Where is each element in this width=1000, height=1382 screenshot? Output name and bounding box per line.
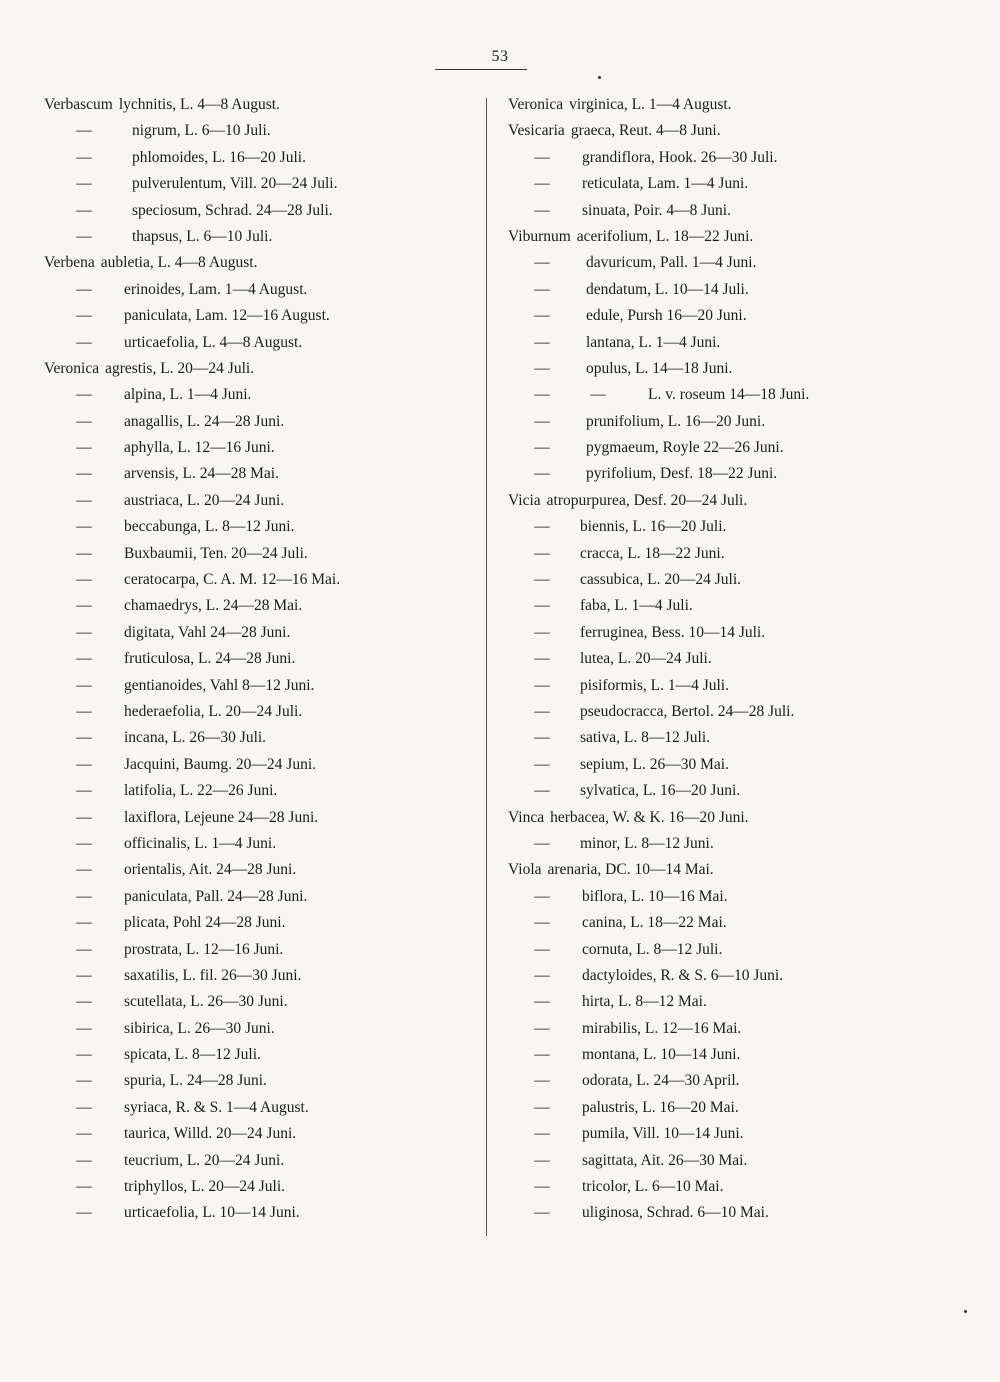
species-text: officinalis, L. 1—4 Juni. — [124, 834, 277, 852]
ditto-dash: — — [76, 307, 92, 325]
ditto-dash: — — [534, 1125, 550, 1143]
species-text: ceratocarpa, C. A. M. 12—16 Mai. — [124, 571, 341, 589]
ditto-dash: — — [534, 1019, 550, 1037]
ditto-dash: — — [534, 518, 550, 536]
ditto-dash: — — [534, 1178, 550, 1196]
species-text: pseudocracca, Bertol. 24—28 Juli. — [580, 702, 795, 720]
ditto-dash: — — [534, 280, 550, 298]
species-text: spuria, L. 24—28 Juni. — [124, 1072, 267, 1090]
species-entry — [508, 752, 978, 778]
ditto-dash: — — [534, 702, 550, 720]
ditto-dash: — — [76, 518, 92, 536]
species-text: spicata, L. 8—12 Juli. — [124, 1046, 261, 1064]
species-entry — [44, 1016, 474, 1042]
species-entry — [508, 277, 978, 303]
species-entry — [44, 145, 474, 171]
species-entry — [44, 937, 474, 963]
species-entry — [508, 989, 978, 1015]
species-entry — [508, 1200, 978, 1226]
species-entry — [508, 92, 978, 118]
species-entry — [44, 198, 474, 224]
ditto-dash: — — [534, 254, 550, 272]
ditto-dash: — — [534, 1151, 550, 1169]
species-entry — [44, 620, 474, 646]
species-text: canina, L. 18—22 Mai. — [582, 914, 727, 932]
ditto-dash: — — [76, 808, 92, 826]
genus-name: Veronica — [44, 359, 100, 377]
species-text: austriaca, L. 20—24 Juni. — [124, 491, 285, 509]
species-entry — [44, 646, 474, 672]
species-entry — [44, 435, 474, 461]
species-text: agrestis, L. 20—24 Juli. — [105, 359, 255, 377]
species-text: reticulata, Lam. 1—4 Juni. — [582, 175, 749, 193]
species-text: mirabilis, L. 12—16 Mai. — [582, 1019, 742, 1037]
species-text: minor, L. 8—12 Juni. — [580, 834, 714, 852]
ditto-dash: — — [534, 597, 550, 615]
ditto-dash: — — [534, 201, 550, 219]
ditto-dash: — — [534, 386, 550, 404]
ditto-dash: — — [534, 175, 550, 193]
ditto-dash: — — [76, 491, 92, 509]
species-entry — [508, 963, 978, 989]
species-text: speciosum, Schrad. 24—28 Juli. — [132, 201, 333, 219]
species-entry — [44, 567, 474, 593]
species-text: biflora, L. 10—16 Mai. — [582, 887, 728, 905]
ditto-dash: — — [76, 914, 92, 932]
species-entry — [44, 1148, 474, 1174]
ditto-dash: — — [534, 333, 550, 351]
ditto-dash: — — [534, 412, 550, 430]
species-entry — [508, 250, 978, 276]
ditto-dash: — — [76, 386, 92, 404]
species-entry — [508, 567, 978, 593]
ditto-dash: — — [534, 544, 550, 562]
species-text: acerifolium, L. 18—22 Juni. — [576, 227, 754, 245]
species-text: sagittata, Ait. 26—30 Mai. — [582, 1151, 748, 1169]
ditto-dash: — — [76, 755, 92, 773]
right-column — [508, 92, 978, 1227]
page-number: 53 — [491, 48, 509, 65]
ditto-dash: — — [76, 1151, 92, 1169]
ditto-dash: — — [534, 1204, 550, 1222]
species-text: latifolia, L. 22—26 Juni. — [124, 782, 278, 800]
species-entry — [44, 92, 474, 118]
species-entry — [44, 910, 474, 936]
species-entry — [44, 593, 474, 619]
species-text: plicata, Pohl 24—28 Juni. — [124, 914, 286, 932]
species-text: pulverulentum, Vill. 20—24 Juli. — [132, 175, 338, 193]
ditto-dash: — — [534, 887, 550, 905]
species-text: sepium, L. 26—30 Mai. — [580, 755, 729, 773]
ditto-dash: — — [76, 597, 92, 615]
species-text: opulus, L. 14—18 Juni. — [586, 359, 733, 377]
header-rule — [435, 69, 527, 70]
species-text: saxatilis, L. fil. 26—30 Juni. — [124, 966, 302, 984]
ditto-dash: — — [534, 307, 550, 325]
species-text: orientalis, Ait. 24—28 Juni. — [124, 861, 297, 879]
species-text: davuricum, Pall. 1—4 Juni. — [586, 254, 757, 272]
species-entry — [508, 461, 978, 487]
species-text: urticaefolia, L. 4—8 August. — [124, 333, 303, 351]
ditto-dash: — — [534, 650, 550, 668]
species-entry — [508, 673, 978, 699]
species-entry — [44, 699, 474, 725]
species-text: uliginosa, Schrad. 6—10 Mai. — [582, 1204, 769, 1222]
ditto-dash: — — [76, 887, 92, 905]
ditto-dash: — — [534, 148, 550, 166]
ditto-dash: — — [76, 1046, 92, 1064]
species-entry — [508, 1121, 978, 1147]
species-entry — [44, 118, 474, 144]
species-entry — [44, 356, 474, 382]
species-entry — [44, 989, 474, 1015]
species-entry — [44, 488, 474, 514]
species-text: lychnitis, L. 4—8 August. — [118, 96, 280, 113]
species-text: atropurpurea, Desf. 20—24 Juli. — [546, 491, 748, 509]
species-entry — [44, 857, 474, 883]
ditto-dash: — — [76, 1019, 92, 1037]
species-text: faba, L. 1—4 Juli. — [580, 597, 693, 615]
species-entry — [44, 778, 474, 804]
species-entry — [44, 541, 474, 567]
species-text: dendatum, L. 10—14 Juli. — [586, 280, 749, 298]
species-text: sativa, L. 8—12 Juli. — [580, 729, 711, 747]
species-entry — [44, 831, 474, 857]
species-text: dactyloides, R. & S. 6—10 Juni. — [582, 966, 784, 984]
species-text: L. v. roseum 14—18 Juni. — [648, 386, 810, 404]
species-entry — [508, 118, 978, 144]
ditto-dash: — — [76, 439, 92, 457]
species-entry — [508, 1095, 978, 1121]
species-entry — [44, 1095, 474, 1121]
species-text: urticaefolia, L. 10—14 Juni. — [124, 1204, 300, 1222]
ditto-dash: — — [76, 122, 92, 140]
species-entry — [44, 330, 474, 356]
species-entry — [44, 382, 474, 408]
species-entry — [44, 805, 474, 831]
ditto-dash: — — [590, 386, 606, 404]
species-entry — [44, 1042, 474, 1068]
species-entry — [508, 593, 978, 619]
ditto-dash: — — [534, 729, 550, 747]
ditto-dash: — — [534, 676, 550, 694]
species-entry — [44, 963, 474, 989]
species-text: Buxbaumii, Ten. 20—24 Juli. — [124, 544, 308, 562]
ditto-dash: — — [76, 227, 92, 245]
genus-name: Verbascum — [44, 96, 113, 113]
species-text: grandiflora, Hook. 26—30 Juli. — [582, 148, 778, 166]
ditto-dash: — — [76, 861, 92, 879]
ditto-dash: — — [534, 914, 550, 932]
ditto-dash: — — [534, 966, 550, 984]
ditto-dash: — — [76, 940, 92, 958]
column-divider — [486, 98, 487, 1236]
left-column — [44, 92, 474, 1227]
ditto-dash: — — [76, 175, 92, 193]
ditto-dash: — — [76, 834, 92, 852]
genus-name: Vicia — [508, 491, 541, 509]
species-text: digitata, Vahl 24—28 Juni. — [124, 623, 291, 641]
species-text: phlomoides, L. 16—20 Juli. — [132, 148, 306, 166]
species-text: ferruginea, Bess. 10—14 Juli. — [580, 623, 766, 641]
species-entry — [508, 1068, 978, 1094]
species-entry — [44, 224, 474, 250]
ditto-dash: — — [76, 729, 92, 747]
species-entry — [44, 752, 474, 778]
species-entry — [508, 778, 978, 804]
print-speck — [598, 76, 601, 79]
species-entry — [508, 884, 978, 910]
genus-name: Viburnum — [508, 227, 571, 245]
print-speck — [964, 1310, 967, 1313]
species-text: arvensis, L. 24—28 Mai. — [124, 465, 279, 483]
species-text: montana, L. 10—14 Juni. — [582, 1046, 741, 1064]
species-entry — [508, 937, 978, 963]
species-text: edule, Pursh 16—20 Juni. — [586, 307, 747, 325]
species-text: pyrifolium, Desf. 18—22 Juni. — [586, 465, 778, 483]
ditto-dash: — — [76, 280, 92, 298]
genus-name: Viola — [508, 861, 542, 879]
species-text: pygmaeum, Royle 22—26 Juni. — [586, 439, 784, 457]
species-text: palustris, L. 16—20 Mai. — [582, 1098, 739, 1116]
ditto-dash: — — [534, 940, 550, 958]
ditto-dash: — — [534, 782, 550, 800]
species-text: pumila, Vill. 10—14 Juni. — [582, 1125, 744, 1143]
species-text: teucrium, L. 20—24 Juni. — [124, 1151, 285, 1169]
ditto-dash: — — [76, 1125, 92, 1143]
species-text: hirta, L. 8—12 Mai. — [582, 993, 707, 1011]
species-text: lantana, L. 1—4 Juni. — [586, 333, 721, 351]
species-entry — [508, 145, 978, 171]
species-entry — [44, 461, 474, 487]
species-entry — [508, 805, 978, 831]
species-entry — [44, 409, 474, 435]
ditto-dash: — — [76, 676, 92, 694]
species-entry — [508, 303, 978, 329]
species-entry — [508, 488, 978, 514]
genus-name: Veronica — [508, 96, 564, 113]
ditto-dash: — — [76, 1098, 92, 1116]
ditto-dash: — — [534, 571, 550, 589]
ditto-dash: — — [76, 333, 92, 351]
species-text: scutellata, L. 26—30 Juni. — [124, 993, 288, 1011]
species-entry — [44, 1200, 474, 1226]
species-text: nigrum, L. 6—10 Juli. — [132, 122, 271, 140]
genus-name: Verbena — [44, 254, 95, 272]
ditto-dash: — — [76, 201, 92, 219]
species-entry — [508, 356, 978, 382]
species-entry — [44, 303, 474, 329]
species-entry — [44, 725, 474, 751]
species-entry — [44, 277, 474, 303]
species-text: erinoides, Lam. 1—4 August. — [124, 280, 308, 298]
ditto-dash: — — [76, 1204, 92, 1222]
species-text: beccabunga, L. 8—12 Juni. — [124, 518, 295, 536]
ditto-dash: — — [76, 1072, 92, 1090]
species-text: pisiformis, L. 1—4 Juli. — [580, 676, 729, 694]
ditto-dash: — — [76, 782, 92, 800]
species-text: arenaria, DC. 10—14 Mai. — [547, 861, 714, 879]
ditto-dash: — — [534, 623, 550, 641]
species-text: thapsus, L. 6—10 Juli. — [132, 227, 273, 245]
species-entry — [44, 1174, 474, 1200]
species-text: aphylla, L. 12—16 Juni. — [124, 439, 275, 457]
species-entry — [508, 725, 978, 751]
ditto-dash: — — [534, 1072, 550, 1090]
species-entry — [44, 673, 474, 699]
species-text: Jacquini, Baumg. 20—24 Juni. — [124, 755, 317, 773]
species-text: sibirica, L. 26—30 Juni. — [124, 1019, 275, 1037]
species-text: laxiflora, Lejeune 24—28 Juni. — [124, 808, 319, 826]
species-text: gentianoides, Vahl 8—12 Juni. — [124, 676, 315, 694]
species-entry — [508, 1174, 978, 1200]
ditto-dash: — — [76, 966, 92, 984]
species-entry — [44, 250, 474, 276]
species-text: syriaca, R. & S. 1—4 August. — [124, 1098, 309, 1116]
species-text: lutea, L. 20—24 Juli. — [580, 650, 712, 668]
ditto-dash: — — [76, 650, 92, 668]
species-entry — [508, 699, 978, 725]
species-entry — [508, 171, 978, 197]
species-entry — [44, 171, 474, 197]
species-text: paniculata, Lam. 12—16 August. — [124, 307, 330, 325]
species-entry — [508, 646, 978, 672]
species-entry — [508, 382, 978, 408]
ditto-dash: — — [76, 1178, 92, 1196]
ditto-dash: — — [76, 465, 92, 483]
species-text: odorata, L. 24—30 April. — [582, 1072, 740, 1090]
species-entry — [508, 1042, 978, 1068]
species-text: sinuata, Poir. 4—8 Juni. — [582, 201, 731, 219]
species-text: fruticulosa, L. 24—28 Juni. — [124, 650, 296, 668]
species-entry — [508, 857, 978, 883]
ditto-dash: — — [76, 544, 92, 562]
ditto-dash: — — [76, 993, 92, 1011]
species-entry — [508, 541, 978, 567]
species-entry — [508, 620, 978, 646]
species-entry — [44, 1121, 474, 1147]
species-text: anagallis, L. 24—28 Juni. — [124, 412, 285, 430]
species-text: cracca, L. 18—22 Juni. — [580, 544, 725, 562]
species-text: virginica, L. 1—4 August. — [569, 96, 732, 113]
species-text: herbacea, W. & K. 16—20 Juni. — [550, 808, 749, 826]
ditto-dash: — — [534, 834, 550, 852]
species-text: taurica, Willd. 20—24 Juni. — [124, 1125, 297, 1143]
species-entry — [508, 831, 978, 857]
species-text: prunifolium, L. 16—20 Juni. — [586, 412, 766, 430]
species-entry — [508, 409, 978, 435]
species-text: graeca, Reut. 4—8 Juni. — [570, 122, 721, 140]
species-entry — [508, 435, 978, 461]
species-entry — [508, 514, 978, 540]
ditto-dash: — — [76, 623, 92, 641]
species-entry — [508, 330, 978, 356]
ditto-dash: — — [534, 439, 550, 457]
ditto-dash: — — [534, 359, 550, 377]
species-text: triphyllos, L. 20—24 Juli. — [124, 1178, 286, 1196]
species-text: chamaedrys, L. 24—28 Mai. — [124, 597, 303, 615]
ditto-dash: — — [534, 993, 550, 1011]
species-text: cassubica, L. 20—24 Juli. — [580, 571, 742, 589]
species-text: incana, L. 26—30 Juli. — [124, 729, 267, 747]
ditto-dash: — — [534, 1098, 550, 1116]
species-text: hederaefolia, L. 20—24 Juli. — [124, 702, 303, 720]
species-entry — [508, 1148, 978, 1174]
genus-name: Vesicaria — [508, 122, 565, 140]
species-text: tricolor, L. 6—10 Mai. — [582, 1178, 724, 1196]
species-entry — [44, 1068, 474, 1094]
ditto-dash: — — [534, 1046, 550, 1064]
species-entry — [44, 514, 474, 540]
species-entry — [44, 884, 474, 910]
ditto-dash: — — [534, 755, 550, 773]
species-text: aubletia, L. 4—8 August. — [100, 254, 258, 272]
ditto-dash: — — [534, 465, 550, 483]
species-text: cornuta, L. 8—12 Juli. — [582, 940, 723, 958]
ditto-dash: — — [76, 702, 92, 720]
species-text: alpina, L. 1—4 Juni. — [124, 386, 252, 404]
species-entry — [508, 224, 978, 250]
species-text: biennis, L. 16—20 Juli. — [580, 518, 727, 536]
species-text: paniculata, Pall. 24—28 Juni. — [124, 887, 308, 905]
species-entry — [508, 1016, 978, 1042]
genus-name: Vinca — [508, 808, 545, 826]
species-text: prostrata, L. 12—16 Juni. — [124, 940, 284, 958]
species-entry — [508, 198, 978, 224]
species-entry — [508, 910, 978, 936]
ditto-dash: — — [76, 148, 92, 166]
ditto-dash: — — [76, 412, 92, 430]
ditto-dash: — — [76, 571, 92, 589]
species-text: sylvatica, L. 16—20 Juni. — [580, 782, 741, 800]
